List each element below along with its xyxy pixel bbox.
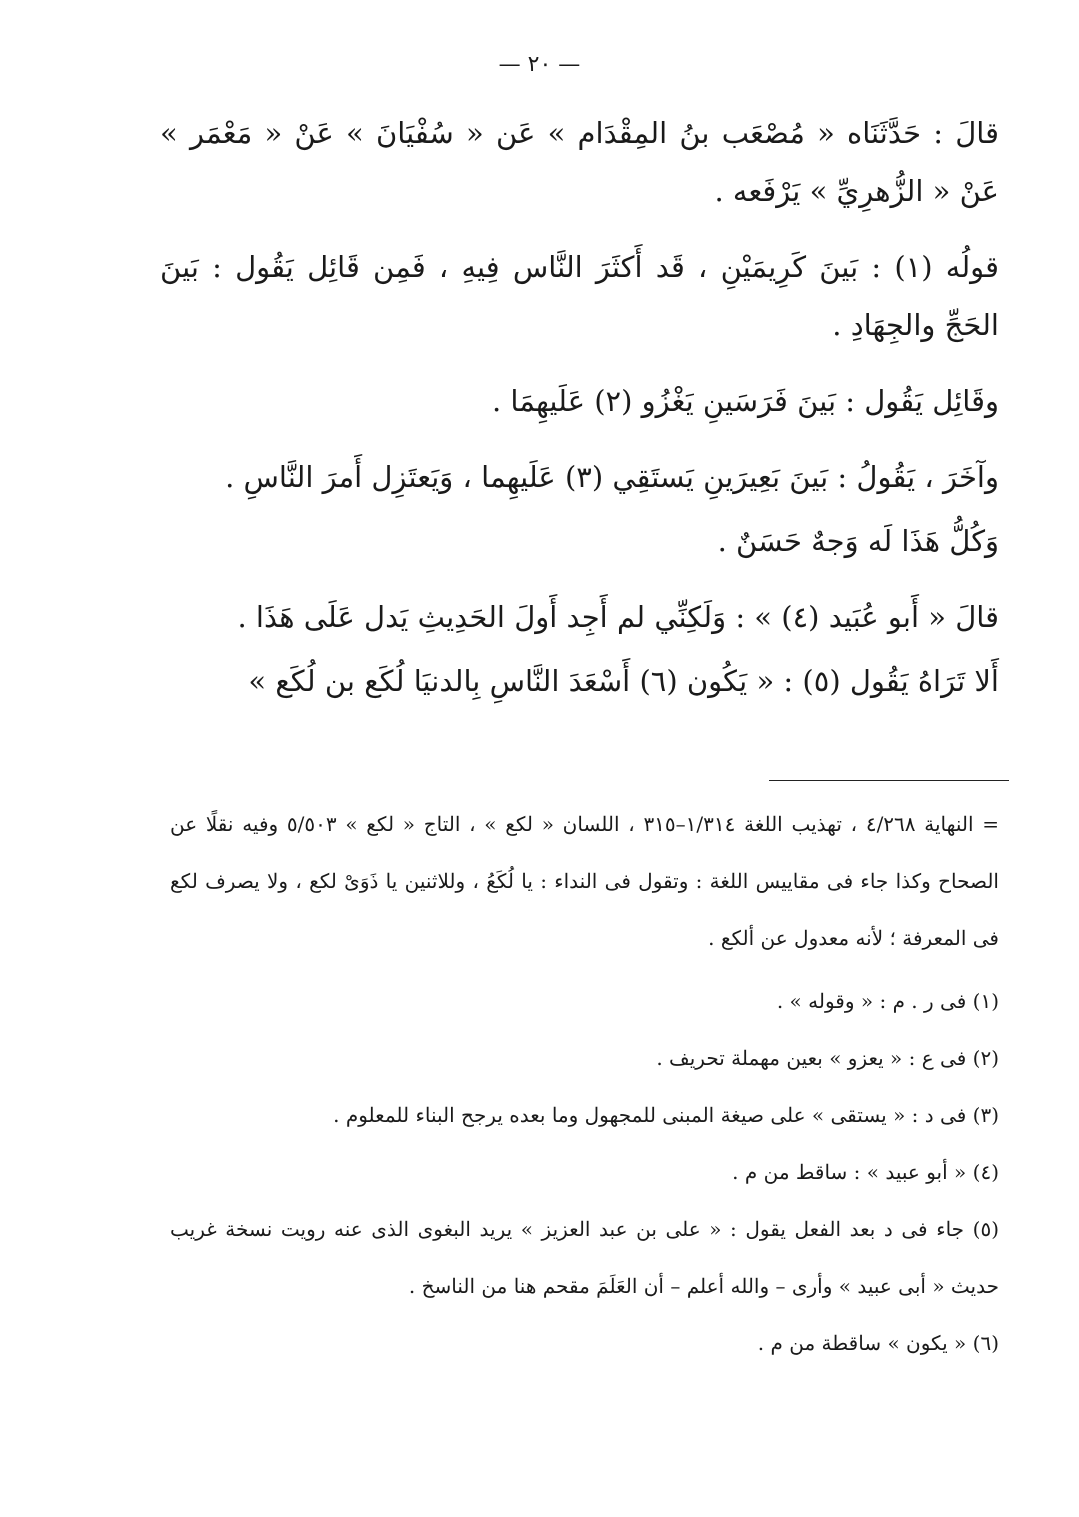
paragraph-two-horses: وقَائِل يَقُول : بَينَ فَرَسَينِ يَغْزُو (٢) عَلَيهِمَا . xyxy=(491,384,999,418)
paragraph-hadith-quote: أَلا تَرَاهُ يَقُول (٥) : « يَكُون (٦) أَسْعَدَ النَّاسِ بِالدنيَا لُكَع بن لُكَع » xyxy=(248,664,999,698)
footnote-4: (٤) « أبو عبيد » : ساقط من م . xyxy=(732,1160,999,1184)
footnote-2: (٢) فى ع : « يعزو » بعين مهملة تحريف . xyxy=(656,1046,999,1070)
paragraph-abu-ubayd: قالَ « أَبو عُبَيد (٤) » : وَلَكِنِّي لم أَجِد أَولَ الحَدِيثِ يَدل عَلَى هَذَا . xyxy=(237,600,999,634)
paragraph-isnad: قالَ : حَدَّثَنَاه « مُصْعَب بنُ المِقْدَام » عَن « سُفْيَانَ » عَنْ « مَعْمَر » عَنْ « الزُّهرِيِّ » يَرْفَعه . xyxy=(160,116,999,208)
paragraph-interpretations: قولُه (١) : بَينَ كَرِيمَيْنِ ، قَد أَكثَرَ النَّاس فِيهِ ، فَمِن قَائِل يَقُول : بَينَ الحَجِّ والجِهَادِ . xyxy=(160,250,999,342)
page-number: — ٢٠ — xyxy=(498,52,581,77)
footnote-5: (٥) جاء فى د بعد الفعل يقول : « على بن عبد العزيز » يريد البغوى الذى عنه رويت نسخة غريب حديث « أبى عبيد » وأرى – والله أعلم – أن العَلَمَ مقحم هنا من الناسخ . xyxy=(170,1217,999,1298)
footnote-3: (٣) فى د : « يستقى » على صيغة المبنى للمجهول وما بعده يرجح البناء للمعلوم . xyxy=(333,1103,999,1127)
footnotes xyxy=(170,796,999,1372)
footnote-1: (١) فى ر . م : « وقوله » . xyxy=(776,989,999,1013)
footnote-6: (٦) « يكون » ساقطة من م . xyxy=(757,1331,999,1355)
footnote-divider xyxy=(769,780,1009,781)
footnote-continuation: = النهاية ٤/٢٦٨ ، تهذيب اللغة ١/٣١٤–٣١٥ ، اللسان « لكع » ، التاج « لكع » ٥/٥٠٣ وفيه نقلًا عن الصحاح وكذا جاء فى مقاييس اللغة : وتقول فى النداء : يا لُكَعُ ، وللاثنين يا ذَوَىْ لكع ، ولا يصرف لكع فى المعرفة ؛ لأنه معدول عن ألكع . xyxy=(170,812,1000,950)
paragraph-all-valid: وَكُلُّ هَذَا لَه وَجهٌ حَسَنٌ . xyxy=(717,524,999,558)
main-text xyxy=(160,104,999,728)
paragraph-two-camels: وآخَرَ ، يَقُولُ : بَينَ بَعِيرَينِ يَستَقِي (٣) عَلَيهِما ، وَيَعتَزِل أَمرَ النَّاسِ . xyxy=(225,460,999,494)
